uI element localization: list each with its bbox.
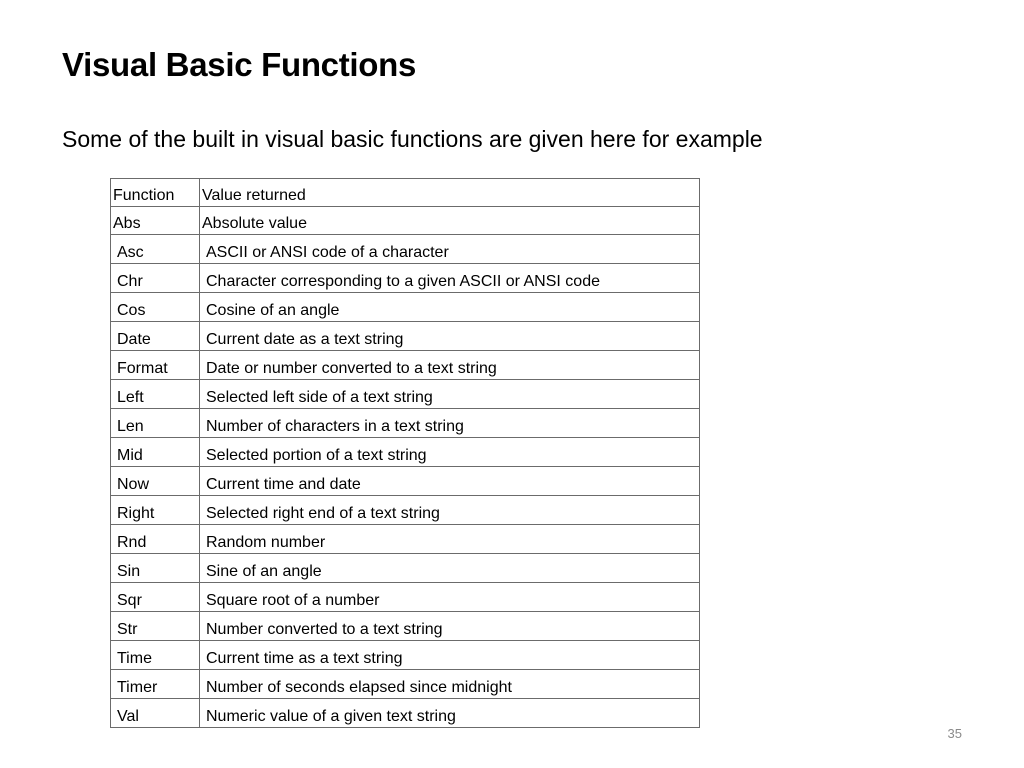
function-name-cell: Timer: [111, 670, 200, 699]
function-name-cell: Str: [111, 612, 200, 641]
table-row: [111, 207, 700, 235]
function-name-cell: Asc: [111, 235, 200, 264]
slide-subtitle: Some of the built in visual basic functions are given here for example: [62, 126, 763, 152]
function-description-cell: Selected right end of a text string: [200, 496, 700, 525]
table-row: [111, 293, 700, 322]
table-row: [111, 641, 700, 670]
header-function: Function: [111, 179, 200, 207]
function-name-cell: Sqr: [111, 583, 200, 612]
table-row: [111, 322, 700, 351]
table-header-row: [111, 179, 700, 207]
function-description-cell: Number of characters in a text string: [200, 409, 700, 438]
table-row: [111, 380, 700, 409]
function-name-cell: Format: [111, 351, 200, 380]
function-description-cell: Selected left side of a text string: [200, 380, 700, 409]
slide-title: Visual Basic Functions: [62, 46, 417, 83]
function-name-cell: Date: [111, 322, 200, 351]
function-name-cell: Mid: [111, 438, 200, 467]
function-name-cell: Now: [111, 467, 200, 496]
table-row: [111, 612, 700, 641]
function-name-cell: Right: [111, 496, 200, 525]
function-description-cell: Absolute value: [200, 207, 700, 235]
function-description-cell: Numeric value of a given text string: [200, 699, 700, 728]
function-name-cell: Chr: [111, 264, 200, 293]
function-description-cell: Cosine of an angle: [200, 293, 700, 322]
table-row: [111, 583, 700, 612]
function-name-cell: Cos: [111, 293, 200, 322]
function-description-cell: Date or number converted to a text string: [200, 351, 700, 380]
table-row: [111, 438, 700, 467]
table-row: [111, 554, 700, 583]
function-description-cell: Random number: [200, 525, 700, 554]
function-description-cell: Current time as a text string: [200, 641, 700, 670]
table-row: [111, 409, 700, 438]
table-row: [111, 670, 700, 699]
function-description-cell: Character corresponding to a given ASCII or ANSI code: [200, 264, 700, 293]
table-row: [111, 525, 700, 554]
function-description-cell: Number of seconds elapsed since midnight: [200, 670, 700, 699]
function-name-cell: Rnd: [111, 525, 200, 554]
function-description-cell: Number converted to a text string: [200, 612, 700, 641]
function-description-cell: Current date as a text string: [200, 322, 700, 351]
table-row: [111, 467, 700, 496]
header-value-returned: Value returned: [200, 179, 700, 207]
function-description-cell: Sine of an angle: [200, 554, 700, 583]
page-number: 35: [947, 726, 962, 741]
function-name-cell: Left: [111, 380, 200, 409]
table-row: [111, 496, 700, 525]
function-description-cell: Square root of a number: [200, 583, 700, 612]
table-row: [111, 351, 700, 380]
function-name-cell: Sin: [111, 554, 200, 583]
table-row: [111, 264, 700, 293]
functions-table: [110, 178, 700, 728]
function-name-cell: Time: [111, 641, 200, 670]
function-description-cell: Current time and date: [200, 467, 700, 496]
function-description-cell: Selected portion of a text string: [200, 438, 700, 467]
function-name-cell: Val: [111, 699, 200, 728]
function-name-cell: Len: [111, 409, 200, 438]
function-description-cell: ASCII or ANSI code of a character: [200, 235, 700, 264]
table-row: [111, 699, 700, 728]
table-row: [111, 235, 700, 264]
function-name-cell: Abs: [111, 207, 200, 235]
